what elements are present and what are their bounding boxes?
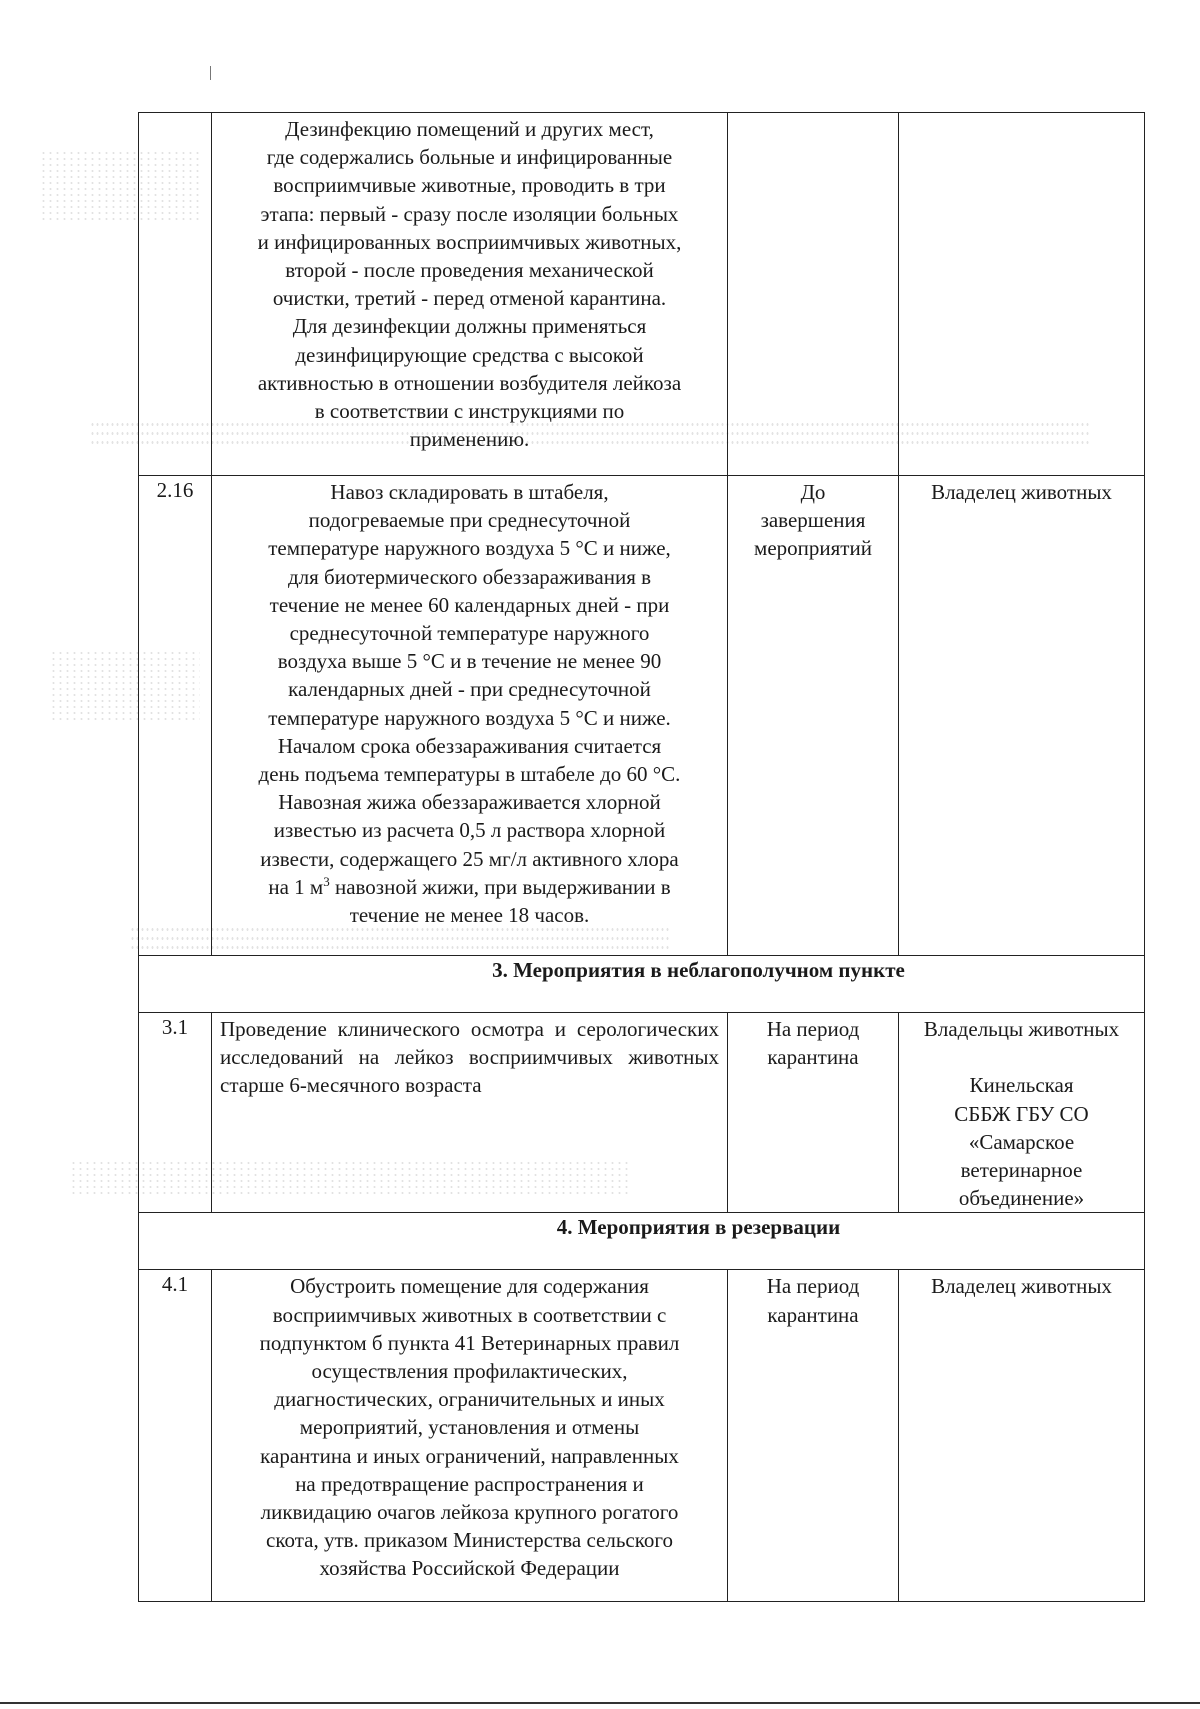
action-line: применению. xyxy=(409,427,530,452)
responsible-line: ветеринарное xyxy=(960,1158,1083,1182)
action-line: извести, содержащего 25 мг/л активного хлора xyxy=(260,846,679,871)
responsible-line: объединение» xyxy=(958,1186,1085,1211)
action-line: течение не менее 60 календарных дней - при xyxy=(269,592,670,617)
table-row xyxy=(139,1013,1145,1213)
superscript: 3 xyxy=(323,873,330,889)
responsible-line: Кинельская xyxy=(969,1073,1074,1098)
responsible-cell xyxy=(899,1013,1145,1213)
action-line: очистки, третий - перед отменой карантина. xyxy=(272,286,667,311)
action-line: дезинфицирующие средства с высокой xyxy=(295,342,644,367)
action-line: ликвидацию очагов лейкоза крупного рогатого xyxy=(260,1500,679,1525)
term-line: На период xyxy=(766,1274,860,1299)
responsible-cell: Владелец животных xyxy=(899,476,1145,956)
action-line: известью из расчета 0,5 л раствора хлорной xyxy=(273,818,666,843)
responsible-cell: Владелец животных xyxy=(899,1270,1145,1602)
term-line: До xyxy=(800,480,826,504)
action-line: для биотермического обеззараживания в xyxy=(287,564,652,589)
term-line: карантина xyxy=(767,1302,859,1327)
spacer xyxy=(905,1043,1138,1071)
section-header-row xyxy=(139,956,1145,1013)
table-row xyxy=(139,476,1145,956)
term-cell xyxy=(728,113,899,476)
action-line xyxy=(218,873,721,901)
term-cell xyxy=(728,1270,899,1602)
action-line: на предотвращение распространения и xyxy=(295,1471,644,1496)
action-line: мероприятий, установления и отмены xyxy=(299,1415,640,1440)
action-line: активностью в отношении возбудителя лейкоза xyxy=(257,370,682,395)
section-header-row xyxy=(139,1213,1145,1270)
action-line: этапа: первый - сразу после изоляции больных xyxy=(260,201,679,226)
action-line: подпунктом б пункта 41 Ветеринарных правил xyxy=(259,1330,680,1355)
row-number: 4.1 xyxy=(139,1270,212,1602)
responsible-line: «Самарское xyxy=(968,1129,1075,1154)
table-row xyxy=(139,1270,1145,1602)
term-cell xyxy=(728,1013,899,1213)
action-line: восприимчивые животные, проводить в три xyxy=(273,173,666,198)
action-line: карантина и иных ограничений, направленных xyxy=(260,1443,679,1468)
action-cell xyxy=(212,476,728,956)
action-line: осуществления профилактических, xyxy=(311,1359,628,1384)
action-line: Началом срока обеззараживания считается xyxy=(277,733,662,758)
section-title: 3. Мероприятия в неблагополучном пункте xyxy=(139,956,1145,1013)
responsible-cell xyxy=(899,113,1145,476)
responsible-line: Владельцы животных xyxy=(923,1017,1120,1041)
action-line: и инфицированных восприимчивых животных, xyxy=(257,229,682,254)
action-line: воздуха выше 5 °C и в течение не менее 90 xyxy=(277,649,662,674)
action-text: на 1 м xyxy=(268,874,324,899)
action-line: Навоз складировать в штабеля, xyxy=(330,480,609,504)
action-line: температуре наружного воздуха 5 °C и ниже. xyxy=(268,705,671,730)
action-line: хозяйства Российской Федерации xyxy=(319,1556,620,1581)
row-number: 2.16 xyxy=(139,476,212,956)
page-edge-line xyxy=(0,1702,1200,1704)
term-cell xyxy=(728,476,899,956)
action-line: температуре наружного воздуха 5 °C и ниже, xyxy=(268,536,671,561)
action-text: навозной жижи, при выдерживании в xyxy=(329,874,671,899)
action-cell: Проведение клинического осмотра и серологических исследований на лейкоз восприимчивых животных старше 6-месячного возраста xyxy=(212,1013,728,1213)
action-line: скота, утв. приказом Министерства сельского xyxy=(266,1528,673,1553)
measures-table xyxy=(138,112,1145,1602)
scan-mark xyxy=(210,66,211,80)
row-number xyxy=(139,113,212,476)
action-line: календарных дней - при среднесуточной xyxy=(288,677,651,702)
action-line: Дезинфекцию помещений и других мест, xyxy=(285,117,654,141)
action-line: диагностических, ограничительных и иных xyxy=(274,1387,665,1412)
responsible-line: СББЖ ГБУ СО xyxy=(954,1101,1089,1126)
term-line: На период xyxy=(766,1017,860,1041)
action-cell xyxy=(212,1270,728,1602)
action-line: восприимчивых животных в соответствии с xyxy=(272,1302,667,1327)
action-line: Обустроить помещение для содержания xyxy=(290,1274,649,1299)
action-cell xyxy=(212,113,728,476)
action-line: течение не менее 18 часов. xyxy=(349,903,590,928)
term-line: карантина xyxy=(767,1045,859,1070)
section-title: 4. Мероприятия в резервации xyxy=(139,1213,1145,1270)
table-row xyxy=(139,113,1145,476)
action-line: подогреваемые при среднесуточной xyxy=(308,508,631,533)
action-line: среднесуточной температуре наружного xyxy=(289,621,650,646)
action-line: день подъема температуры в штабеле до 60 °C. xyxy=(258,762,681,787)
term-line: мероприятий xyxy=(754,536,872,561)
action-line: Навозная жижа обеззараживается хлорной xyxy=(278,790,661,815)
action-line: второй - после проведения механической xyxy=(285,258,654,283)
action-line: в соответствии с инструкциями по xyxy=(314,399,625,424)
row-number: 3.1 xyxy=(139,1013,212,1213)
action-line: Для дезинфекции должны применяться xyxy=(292,314,647,339)
action-line: где содержались больные и инфицированные xyxy=(266,145,673,170)
term-line: завершения xyxy=(760,508,866,533)
